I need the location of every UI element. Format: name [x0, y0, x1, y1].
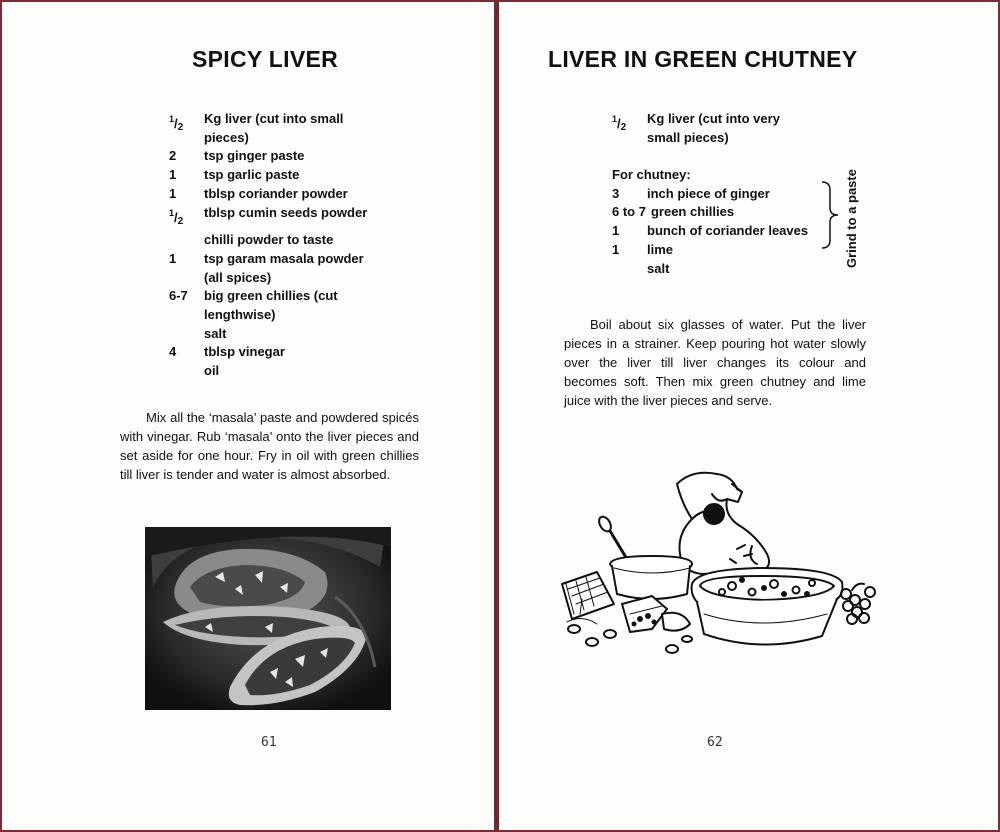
ingredient-item	[169, 166, 367, 185]
ingredient-item	[169, 287, 367, 324]
book-gutter	[494, 2, 499, 830]
ingredient-item	[612, 203, 808, 222]
ingredient-text: Kg liver (cut into small pieces)	[204, 111, 344, 145]
chutney-ingredient-list	[612, 166, 808, 278]
ingredient-item	[612, 110, 780, 147]
ingredient-text: tsp ginger paste	[204, 148, 305, 164]
ingredient-qty	[169, 325, 204, 344]
right-ingredient-list	[612, 110, 780, 147]
ingredient-qty: 1	[169, 167, 177, 183]
ingredient-item	[169, 204, 367, 232]
ingredient-qty	[169, 231, 204, 250]
ingredient-text: tblsp vinegar	[204, 344, 285, 360]
ingredient-qty: $^1/_2$	[612, 114, 627, 133]
right-page-number: 62	[707, 735, 723, 750]
right-page	[500, 2, 1000, 830]
ingredient-qty: 1	[612, 223, 620, 239]
ingredient-text: Kg liver (cut into very small pieces)	[647, 111, 780, 145]
ingredient-item	[612, 260, 808, 279]
ingredient-text: bunch of coriander leaves	[647, 223, 809, 239]
ingredient-text: green chillies	[650, 204, 735, 220]
left-recipe-title: SPICY LIVER	[192, 46, 339, 72]
ingredient-text: oil	[204, 363, 220, 379]
left-page-number: 61	[261, 735, 277, 750]
ingredient-item	[612, 222, 808, 241]
cooking-illustration	[552, 464, 884, 674]
ingredient-item	[169, 250, 367, 287]
ingredient-qty	[612, 260, 647, 279]
ingredient-item	[169, 147, 367, 166]
spicy-liver-photo	[145, 527, 391, 710]
ingredient-qty: 2	[169, 148, 177, 164]
ingredient-text: tblsp cumin seeds powder	[204, 204, 368, 220]
ingredient-qty: 4	[169, 344, 177, 360]
ingredient-text: salt	[204, 325, 227, 341]
right-recipe-title: LIVER IN GREEN CHUTNEY	[548, 46, 858, 72]
grind-brace	[820, 180, 840, 250]
ingredient-qty: 1	[169, 185, 177, 201]
grind-label: Grind to a paste	[844, 169, 859, 268]
left-page	[2, 2, 494, 830]
ingredient-text: tsp garam masala powder (all spices)	[204, 250, 364, 285]
ingredient-item	[169, 231, 367, 250]
ingredient-qty: 3	[612, 185, 620, 201]
ingredient-text: tblsp coriander powder	[204, 185, 348, 201]
ingredient-text: big green chillies (cut lengthwise)	[204, 288, 338, 323]
left-ingredient-list	[169, 110, 367, 381]
ingredient-qty: 6-7	[169, 288, 188, 304]
ingredient-item	[169, 185, 367, 204]
ingredient-qty: 1	[169, 250, 177, 266]
ingredient-item	[612, 185, 808, 204]
ingredient-item	[612, 241, 808, 260]
ingredient-qty: 6 to 7	[612, 204, 646, 220]
ingredient-item	[169, 325, 367, 344]
right-method-text: Boil about six glasses of water. Put the liver pieces in a strainer. Keep pouring hot water slowly over the liver till liver changes its colour and becomes soft. Then mix green chutney and lime juice with the liver pieces and serve.	[564, 317, 866, 408]
ingredient-item	[169, 110, 367, 147]
ingredient-qty: 1	[612, 241, 620, 257]
ingredient-text: inch piece of ginger	[647, 185, 770, 201]
ingredient-item	[169, 362, 367, 381]
ingredient-qty: $^1/_2$	[169, 114, 184, 133]
ingredient-qty: $^1/_2$	[169, 207, 184, 227]
ingredient-text: salt	[647, 260, 670, 276]
chutney-heading: For chutney:	[612, 167, 691, 182]
ingredient-text: tsp garlic paste	[204, 167, 300, 183]
ingredient-qty	[169, 362, 204, 381]
ingredient-text: lime	[647, 241, 674, 257]
ingredient-item	[169, 343, 367, 362]
ingredient-text: chilli powder to taste	[204, 232, 334, 248]
left-method-text: Mix all the ‘masala’ paste and powdered spicés with vinegar. Rub ‘masala’ onto the liver pieces and set aside for one hour. Fry in oil with green chillies till liver is tender and water is almost absorbed.	[120, 410, 419, 482]
